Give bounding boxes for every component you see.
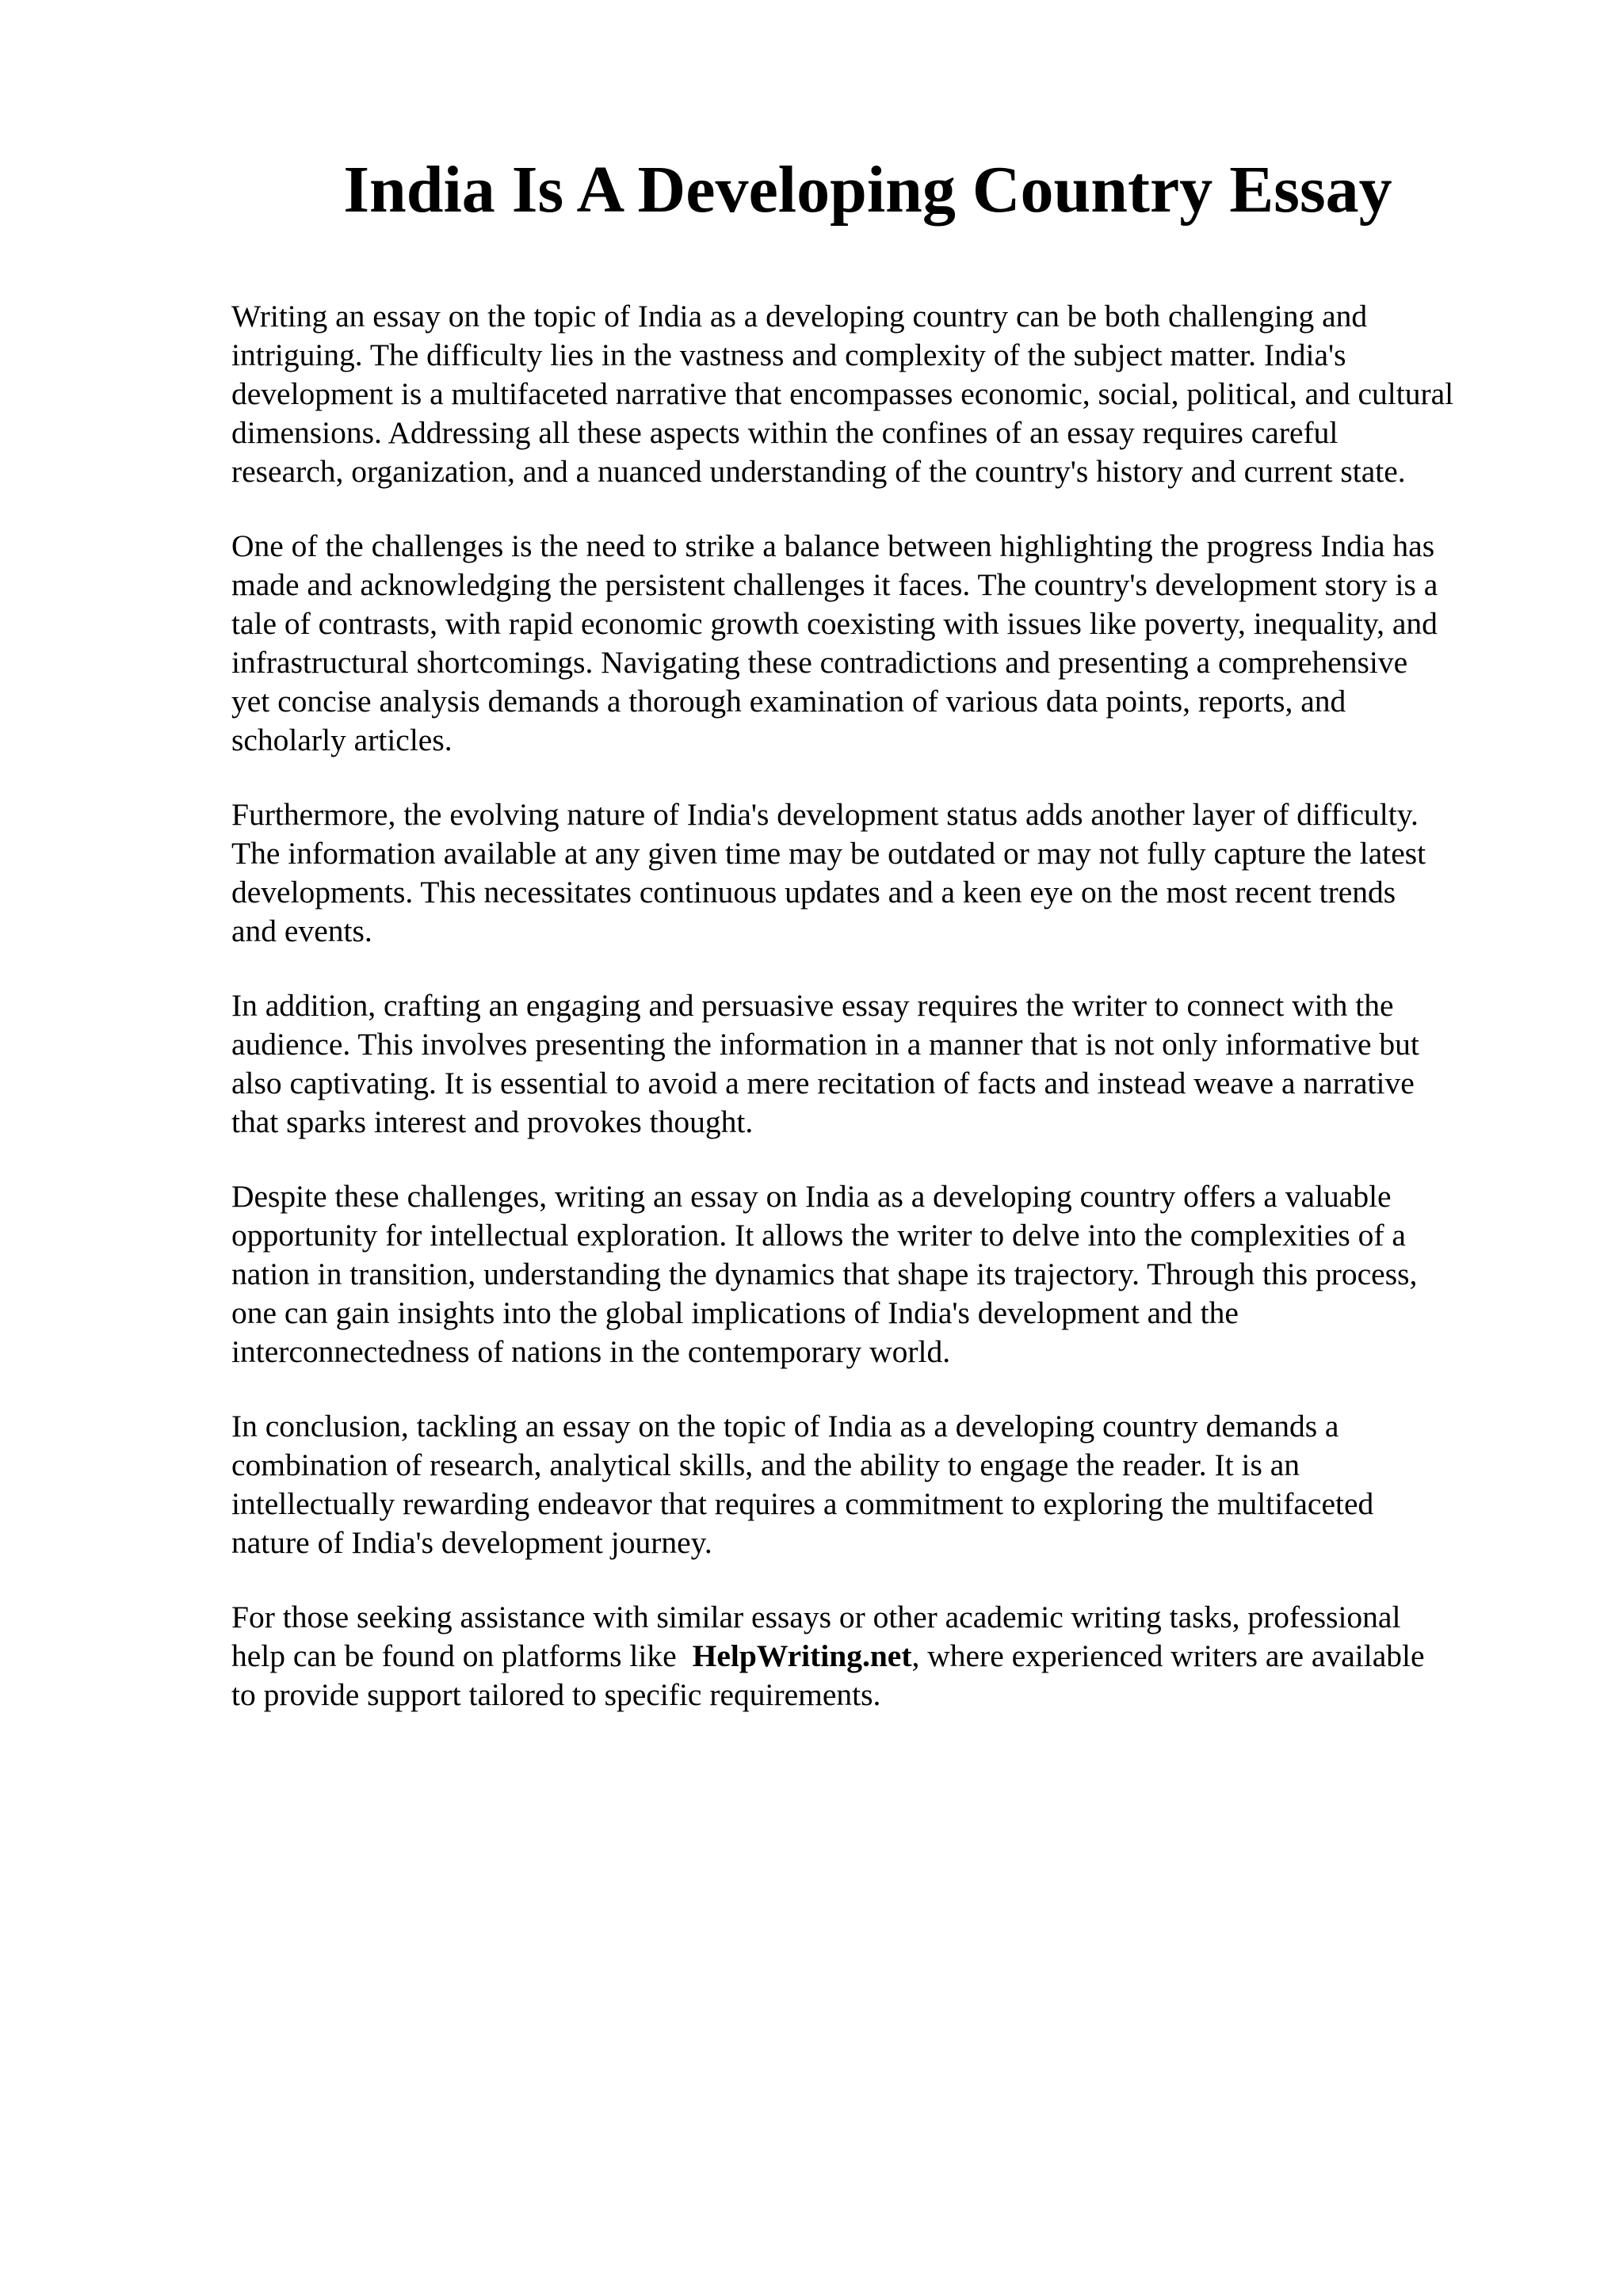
paragraph-line: tale of contrasts, with rapid economic growth coexisting with issues like poverty, inequality, and — [231, 606, 1438, 641]
paragraph-line: The information available at any given time may be outdated or may not fully capture the latest — [231, 836, 1426, 871]
closing-text-before-link: help can be found on platforms like — [231, 1638, 677, 1673]
document-title: India Is A Developing Country Essay — [343, 153, 1392, 227]
paragraph-line: One of the challenges is the need to strike a balance between highlighting the progress India has — [231, 528, 1435, 563]
paragraph-3 — [231, 795, 1531, 951]
paragraph-line: In addition, crafting an engaging and persuasive essay requires the writer to connect with the — [231, 988, 1394, 1023]
paragraph-5 — [231, 1177, 1531, 1371]
paragraph-line: infrastructural shortcomings. Navigating these contradictions and presenting a comprehensive — [231, 645, 1408, 680]
closing-paragraph — [231, 1598, 1531, 1714]
paragraph-line: intellectually rewarding endeavor that requires a commitment to exploring the multifaceted — [231, 1486, 1374, 1521]
paragraph-line: developments. This necessitates continuous updates and a keen eye on the most recent trends — [231, 875, 1396, 910]
paragraph-6 — [231, 1407, 1531, 1562]
paragraph-line: intriguing. The difficulty lies in the vastness and complexity of the subject matter. India's — [231, 338, 1346, 372]
helpwriting-link[interactable]: HelpWriting.net — [692, 1638, 912, 1673]
paragraph-line: nation in transition, understanding the dynamics that shape its trajectory. Through this process, — [231, 1257, 1418, 1291]
paragraph-line — [231, 1637, 1531, 1676]
paragraph-line: Furthermore, the evolving nature of India's development status adds another layer of difficulty. — [231, 797, 1419, 832]
paragraph-line: development is a multifaceted narrative that encompasses economic, social, political, and cultural — [231, 376, 1454, 411]
paragraph-line: In conclusion, tackling an essay on the topic of India as a developing country demands a — [231, 1409, 1339, 1444]
paragraph-line: yet concise analysis demands a thorough examination of various data points, reports, and — [231, 684, 1346, 719]
paragraph-line: For those seeking assistance with similar essays or other academic writing tasks, professional — [231, 1600, 1401, 1634]
paragraph-line: one can gain insights into the global implications of India's development and the — [231, 1295, 1239, 1330]
paragraph-line: opportunity for intellectual exploration. It allows the writer to delve into the complexities of a — [231, 1218, 1406, 1253]
paragraph-line: made and acknowledging the persistent challenges it faces. The country's development story is a — [231, 567, 1438, 602]
paragraph-line: Writing an essay on the topic of India as a developing country can be both challenging and — [231, 299, 1368, 334]
paragraph-line: nature of India's development journey. — [231, 1525, 712, 1560]
closing-text-after-link: , where experienced writers are available — [911, 1638, 1425, 1673]
paragraph-2 — [231, 527, 1531, 760]
paragraph-line: dimensions. Addressing all these aspects within the confines of an essay requires careful — [231, 415, 1338, 450]
paragraph-line: scholarly articles. — [231, 723, 453, 757]
paragraph-line: and events. — [231, 913, 372, 948]
paragraph-line: to provide support tailored to specific requirements. — [231, 1677, 881, 1712]
paragraph-line: that sparks interest and provokes thought. — [231, 1104, 754, 1139]
paragraph-line: combination of research, analytical skills, and the ability to engage the reader. It is an — [231, 1447, 1300, 1482]
paragraph-line: Despite these challenges, writing an essay on India as a developing country offers a valuable — [231, 1179, 1392, 1214]
paragraph-line: audience. This involves presenting the information in a manner that is not only informative but — [231, 1027, 1419, 1062]
paragraph-line: research, organization, and a nuanced understanding of the country's history and current state. — [231, 454, 1406, 489]
paragraph-1 — [231, 297, 1531, 491]
essay-body — [231, 297, 1531, 1750]
paragraph-line: interconnectedness of nations in the contemporary world. — [231, 1334, 951, 1369]
paragraph-line: also captivating. It is essential to avoid a mere recitation of facts and instead weave a narrative — [231, 1066, 1415, 1100]
paragraph-4 — [231, 986, 1531, 1142]
